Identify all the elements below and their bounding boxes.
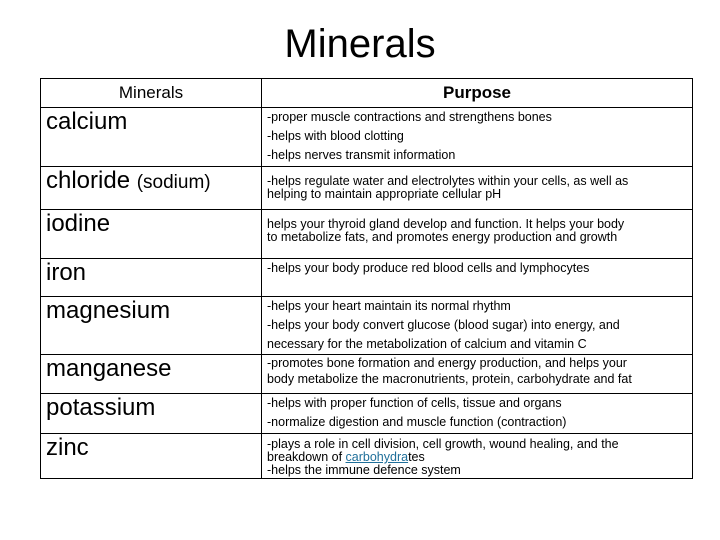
purpose-line: -plays a role in cell division, cell growth, wound healing, and the — [267, 437, 619, 451]
purpose-line: -helps your body produce red blood cells and lymphocytes — [267, 261, 590, 275]
carbohydrates-link[interactable]: carbohydra — [345, 450, 409, 464]
purpose-line: helping to maintain appropriate cellular pH — [267, 187, 502, 201]
table-row — [41, 108, 693, 167]
mineral-purpose — [262, 108, 693, 167]
mineral-note: (sodium) — [136, 172, 211, 193]
purpose-text: breakdown of — [267, 450, 346, 464]
minerals-column-header: Minerals — [41, 79, 262, 108]
mineral-name-cell — [41, 167, 262, 210]
table-row — [41, 434, 693, 479]
mineral-name: iron — [41, 259, 262, 297]
purpose-line: -helps your heart maintain its normal rhythm — [267, 299, 511, 313]
purpose-line: -helps nerves transmit information — [267, 148, 456, 162]
mineral-name: chloride — [46, 167, 131, 194]
purpose-line: -helps with proper function of cells, tissue and organs — [267, 396, 562, 410]
mineral-purpose — [262, 210, 693, 259]
table-row — [41, 297, 693, 355]
purpose-column-header: Purpose — [262, 79, 693, 108]
mineral-purpose — [262, 297, 693, 355]
minerals-table — [40, 78, 693, 479]
purpose-line: -helps your body convert glucose (blood sugar) into energy, and — [267, 318, 620, 332]
mineral-name: calcium — [41, 108, 262, 167]
purpose-line: -helps with blood clotting — [267, 129, 404, 143]
purpose-line: -promotes bone formation and energy production, and helps your — [267, 356, 627, 370]
table-row — [41, 259, 693, 297]
table-row — [41, 394, 693, 434]
table-header-row — [41, 79, 693, 108]
purpose-text: tes — [408, 450, 425, 464]
mineral-name: iodine — [41, 210, 262, 259]
mineral-purpose — [262, 394, 693, 434]
mineral-purpose — [262, 434, 693, 479]
mineral-name: potassium — [41, 394, 262, 434]
mineral-purpose — [262, 355, 693, 394]
purpose-line: to metabolize fats, and promotes energy production and growth — [267, 230, 618, 244]
purpose-line: helps your thyroid gland develop and function. It helps your body — [267, 217, 625, 231]
purpose-line: -helps the immune defence system — [267, 463, 461, 477]
mineral-name: magnesium — [41, 297, 262, 355]
purpose-line: body metabolize the macronutrients, protein, carbohydrate and fat — [267, 372, 632, 386]
purpose-line: -proper muscle contractions and strengthens bones — [267, 110, 552, 124]
mineral-purpose — [262, 259, 693, 297]
purpose-line: necessary for the metabolization of calcium and vitamin C — [267, 337, 587, 351]
purpose-line: -normalize digestion and muscle function (contraction) — [267, 415, 567, 429]
table-row — [41, 355, 693, 394]
table-row — [41, 167, 693, 210]
mineral-name: zinc — [41, 434, 262, 479]
mineral-purpose — [262, 167, 693, 210]
purpose-line: -helps regulate water and electrolytes within your cells, as well as — [267, 174, 629, 188]
mineral-name: manganese — [41, 355, 262, 394]
slide-title: Minerals — [284, 22, 436, 66]
table-row — [41, 210, 693, 259]
